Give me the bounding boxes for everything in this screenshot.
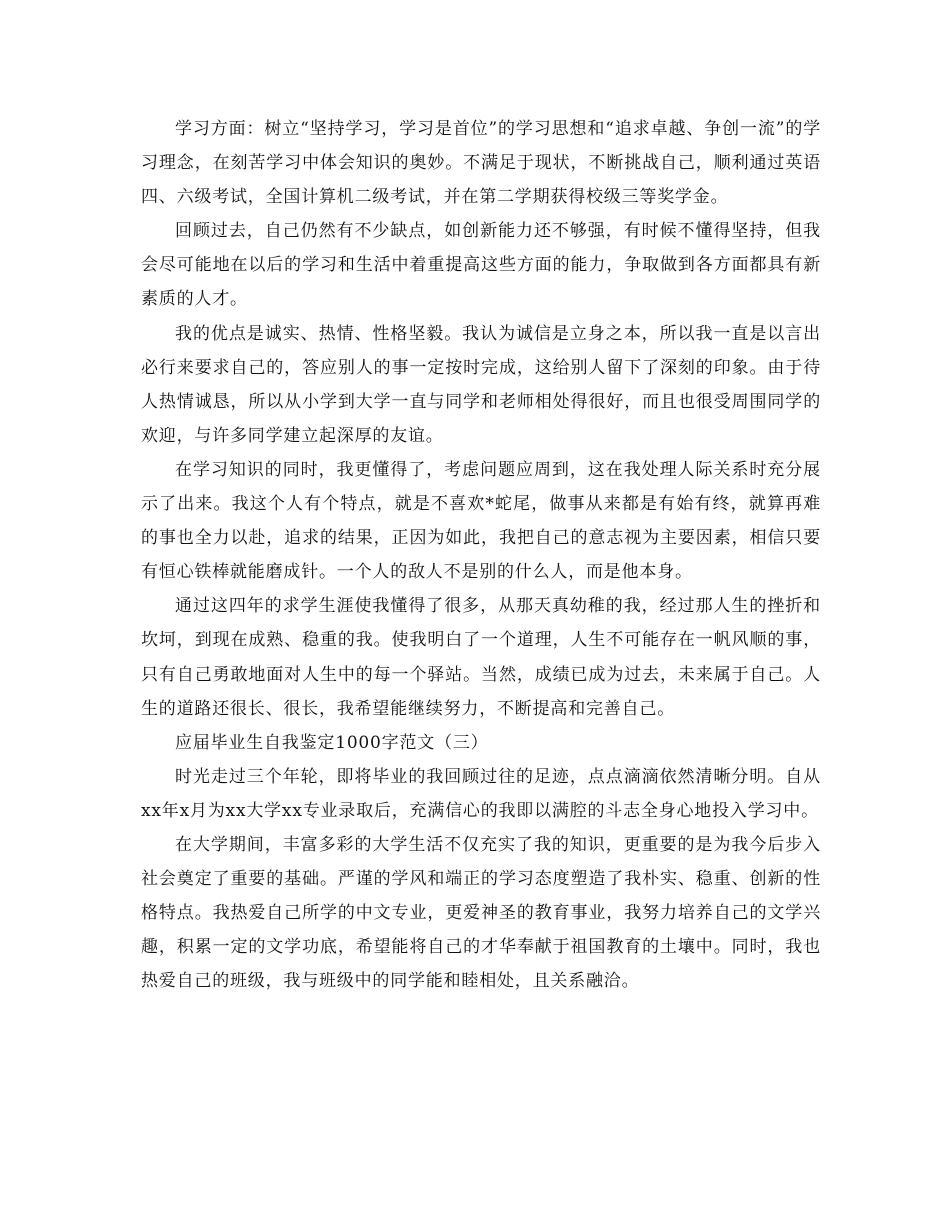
paragraph-review: 回顾过去，自己仍然有不少缺点，如创新能力还不够强，有时候不懂得坚持，但我会尽可能地在以后的学习和生活中着重提高这些方面的能力，争取做到各方面都具有新素质的人才。 bbox=[141, 221, 821, 310]
paragraph-three-years: 时光走过三个年轮，即将毕业的我回顾过往的足迹，点点滴滴依然清晰分明。自从xx年x月为xx大学xx专业录取后，充满信心的我即以满腔的斗志全身心地投入学习中。 bbox=[141, 766, 821, 821]
document-body bbox=[141, 112, 821, 998]
paragraph-strengths: 我的优点是诚实、热情、性格坚毅。我认为诚信是立身之本，所以我一直是以言出必行来要求自己的，答应别人的事一定按时完成，这给别人留下了深刻的印象。由于待人热情诚恳，所以从小学到大学一直与同学和老师相处得很好，而且也很受周围同学的欢迎，与许多同学建立起深厚的友谊。 bbox=[141, 323, 821, 446]
paragraph-study: 学习方面：树立“坚持学习，学习是首位”的学习思想和“追求卓越、争创一流”的学习理念，在刻苦学习中体会知识的奥妙。不满足于现状，不断挑战自己，顺利通过英语四、六级考试，全国计算机二级考试，并在第二学期获得校级三等奖学金。 bbox=[141, 119, 821, 208]
paragraph-interpersonal: 在学习知识的同时，我更懂得了，考虑问题应周到，这在我处理人际关系时充分展示了出来。我这个人有个特点，就是不喜欢*蛇尾，做事从来都是有始有终，就算再难的事也全力以赴，追求的结果，正因为如此，我把自己的意志视为主要因素，相信只要有恒心铁棒就能磨成针。一个人的敌人不是别的什么人，而是他本身。 bbox=[141, 459, 821, 583]
paragraph-university: 在大学期间，丰富多彩的大学生活不仅充实了我的知识，更重要的是为我今后步入社会奠定了重要的基础。严谨的学风和端正的学习态度塑造了我朴实、稳重、创新的性格特点。我热爱自己所学的中文专业，更爱神圣的教育事业，我努力培养自己的文学兴趣，积累一定的文学功底，希望能将自己的才华奉献于祖国教育的土壤中。同时，我也热爱自己的班级，我与班级中的同学能和睦相处，且关系融洽。 bbox=[141, 834, 821, 992]
paragraph-four-years: 通过这四年的求学生涯使我懂得了很多，从那天真幼稚的我，经过那人生的挫折和坎坷，到现在成熟、稳重的我。使我明白了一个道理，人生不可能存在一帆风顺的事，只有自己勇敢地面对人生中的每一个驿站。当然，成绩已成为过去，未来属于自己。人生的道路还很长、很长，我希望能继续努力，不断提高和完善自己。 bbox=[141, 596, 821, 719]
section-heading: 应届毕业生自我鉴定1000字范文（三） bbox=[175, 732, 489, 753]
